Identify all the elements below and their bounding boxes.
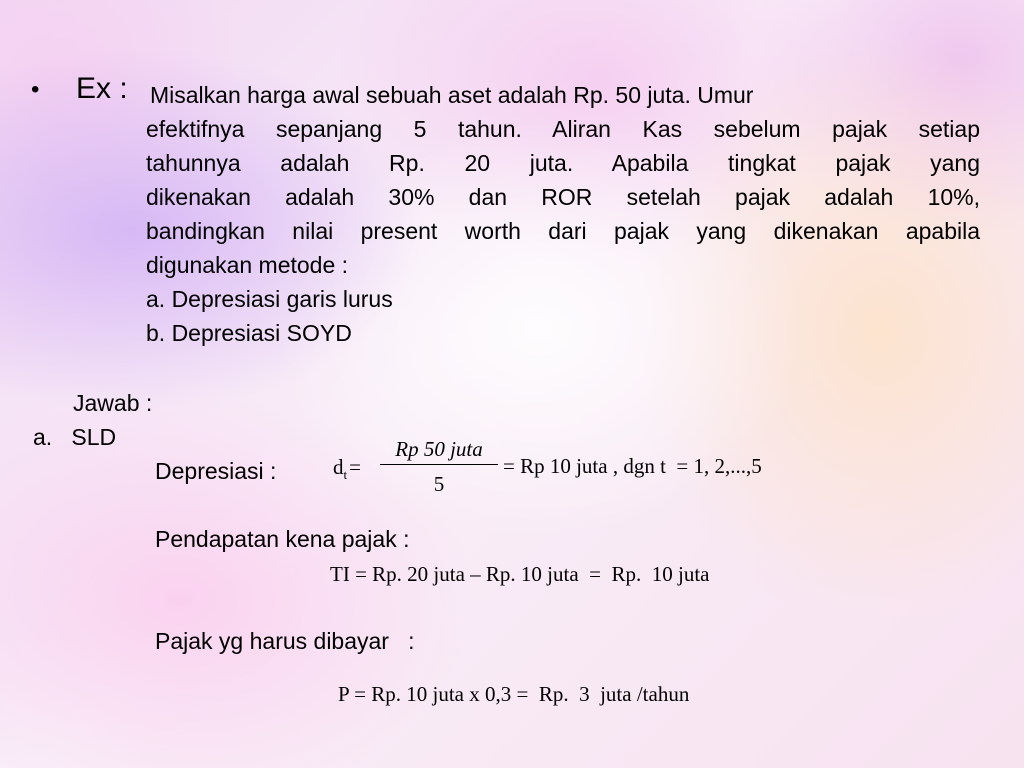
problem-line-6: digunakan metode : — [146, 252, 349, 278]
fraction-numerator: Rp 50 juta — [395, 437, 483, 461]
taxable-income-label: Pendapatan kena pajak : — [155, 526, 410, 552]
option-b: b. Depresiasi SOYD — [146, 320, 352, 346]
depreciation-label: Depresiasi : — [155, 458, 277, 484]
problem-line-3: tahunnya adalah Rp. 20 juta. Apabila tingkat pajak yang — [146, 150, 980, 176]
example-label: Ex : — [76, 72, 128, 105]
option-a: a. Depresiasi garis lurus — [146, 286, 393, 312]
depreciation-fraction — [380, 434, 498, 499]
part-a-label: a. SLD — [33, 424, 117, 450]
taxable-income-formula: TI = Rp. 20 juta – Rp. 10 juta = Rp. 10 juta — [330, 562, 710, 586]
lhs-symbol: d — [333, 455, 344, 479]
bullet-icon: • — [31, 76, 40, 103]
tax-payable-label: Pajak yg harus dibayar : — [155, 628, 415, 654]
lhs-subscript: t — [343, 467, 348, 483]
problem-statement — [146, 112, 980, 282]
problem-line-4: dikenakan adalah 30% dan ROR setelah pajak adalah 10%, — [146, 184, 980, 210]
depreciation-lhs — [333, 455, 361, 483]
problem-line-5: bandingkan nilai present worth dari pajak yang dikenakan apabila — [146, 218, 980, 244]
answer-heading: Jawab : — [73, 390, 153, 416]
tax-payable-formula: P = Rp. 10 juta x 0,3 = Rp. 3 juta /tahun — [338, 682, 690, 706]
depreciation-result: = Rp 10 juta , dgn t = 1, 2,...,5 — [503, 454, 762, 478]
problem-line-2: efektifnya sepanjang 5 tahun. Aliran Kas sebelum pajak setiap — [146, 116, 980, 142]
fraction-denominator: 5 — [433, 472, 445, 496]
lhs-equals: = — [349, 455, 361, 479]
problem-line-1: Misalkan harga awal sebuah aset adalah Rp. 50 juta. Umur — [150, 82, 754, 108]
